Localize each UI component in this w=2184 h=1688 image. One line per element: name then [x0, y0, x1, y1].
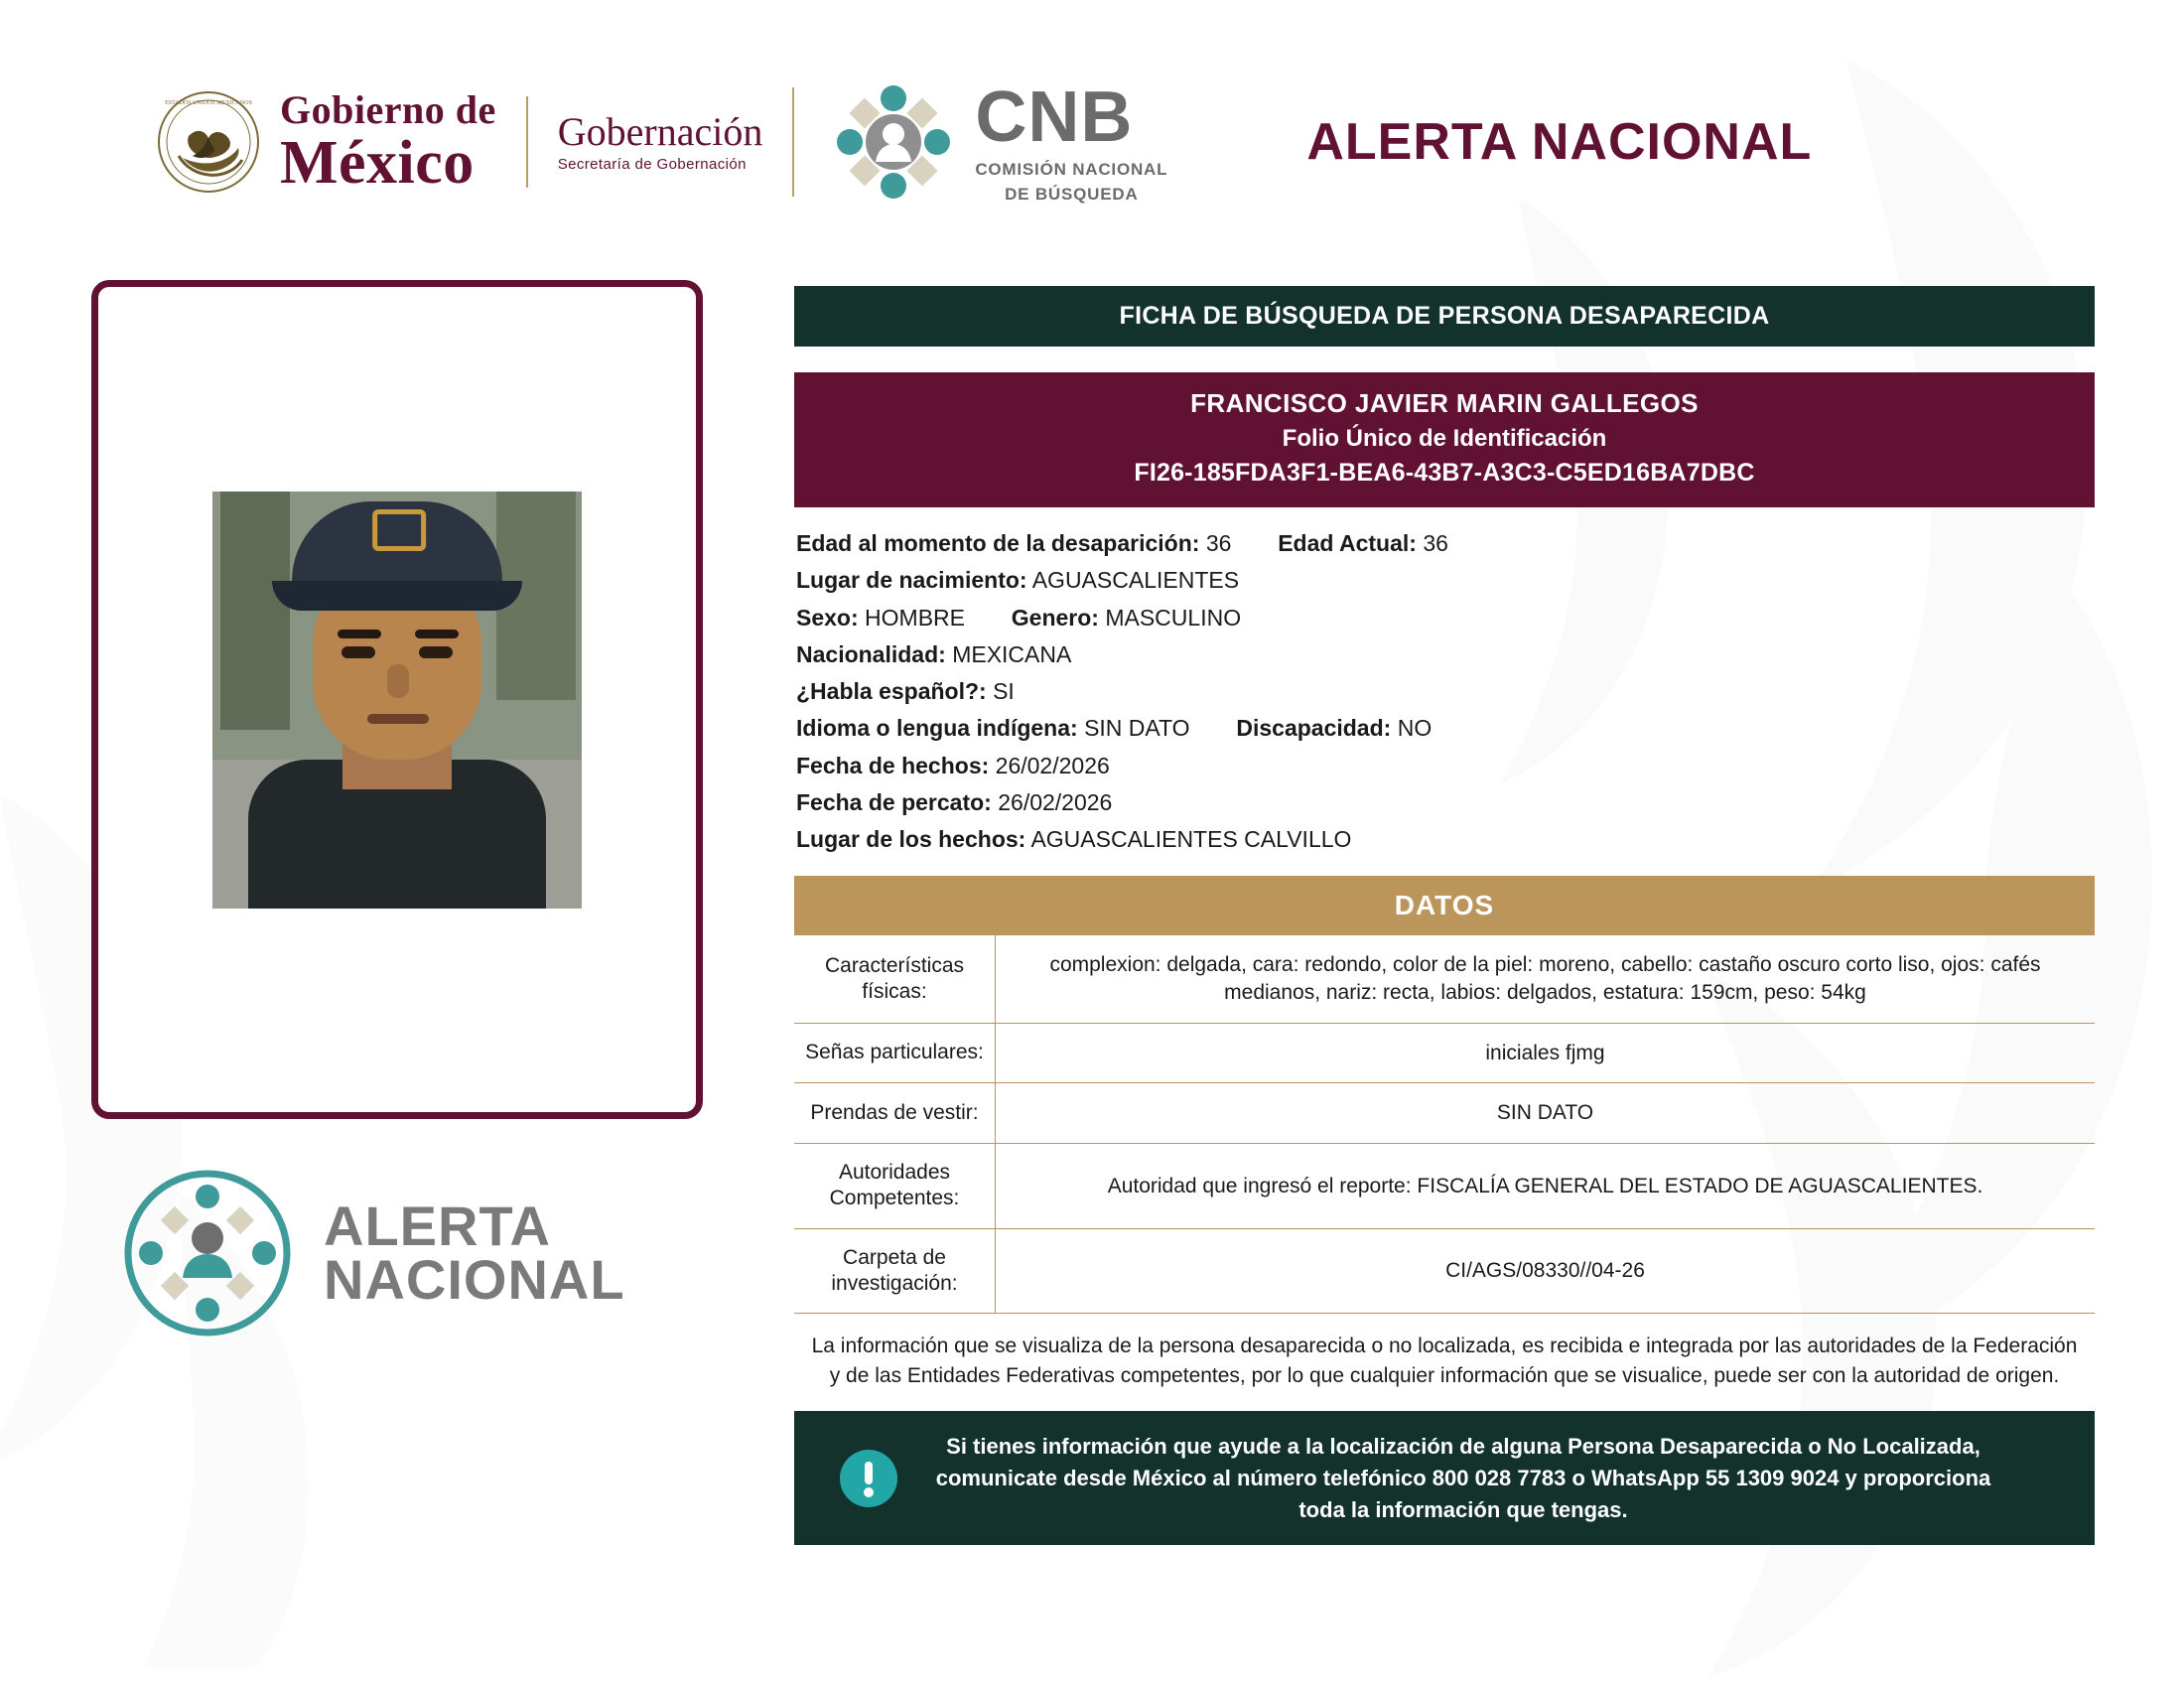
fact-event-date — [796, 748, 2095, 784]
folio-value: FI26-185FDA3F1-BEA6-43B7-A3C3-C5ED16BA7DBC — [1134, 459, 1755, 487]
row-value-autoridades-competentes: Autoridad que ingresó el reporte: FISCALÍA GENERAL DEL ESTADO DE AGUASCALIENTES. — [996, 1144, 2096, 1229]
cnb-logo — [828, 76, 1167, 208]
svg-text:ESTADOS UNIDOS MEXICANOS: ESTADOS UNIDOS MEXICANOS — [165, 99, 252, 106]
row-label-prendas-de-vestir: Prendas de vestir: — [794, 1083, 996, 1144]
age-at-disappearance-value: 36 — [1205, 530, 1232, 556]
alerta-nacional-logo — [91, 1167, 717, 1339]
page-header — [0, 0, 2184, 204]
indigenous-label: Idioma o lengua indígena: — [796, 715, 1078, 742]
indigenous-value: SIN DATO — [1084, 715, 1190, 742]
facts-list — [794, 525, 2095, 858]
fact-age — [796, 525, 2095, 562]
current-age-label: Edad Actual: — [1278, 530, 1417, 556]
event-date-value: 26/02/2026 — [995, 752, 1110, 778]
national-seal-icon — [149, 88, 268, 196]
right-column — [794, 286, 2095, 1545]
gobierno-de-mexico-logo — [149, 88, 496, 196]
person-name: FRANCISCO JAVIER MARIN GALLEGOS — [1190, 388, 1699, 418]
cnb-emblem-icon — [828, 76, 959, 208]
row-value-caracteristicas-fisicas: complexion: delgada, cara: redondo, color de la piel: moreno, cabello: castaño oscuro corto liso, ojos: cafés medianos, nariz: recta, labios: delgados, estatura: 159cm, peso: 54kg — [996, 935, 2096, 1023]
sex-value: HOMBRE — [865, 604, 965, 631]
segob-logo — [557, 108, 763, 173]
event-place-label: Lugar de los hechos: — [796, 826, 1026, 852]
gender-label: Genero: — [1011, 604, 1099, 631]
photo-frame — [91, 280, 703, 1119]
person-identity-band — [794, 372, 2095, 507]
datos-table — [794, 935, 2095, 1314]
disability-label: Discapacidad: — [1236, 715, 1392, 742]
row-label-senas-particulares: Señas particulares: — [794, 1023, 996, 1083]
spanish-label: ¿Habla español?: — [796, 678, 987, 704]
header-divider-2 — [792, 87, 794, 197]
gender-value: MASCULINO — [1105, 604, 1242, 631]
sheet-title-band: FICHA DE BÚSQUEDA DE PERSONA DESAPARECIDA — [794, 286, 2095, 347]
nationality-label: Nacionalidad: — [796, 640, 946, 667]
fact-event-place — [796, 821, 2095, 858]
sex-label: Sexo: — [796, 604, 859, 631]
event-place-value: AGUASCALIENTES CALVILLO — [1030, 826, 1352, 852]
fact-indigenous-disability — [796, 710, 2095, 747]
alerta-logo-line1: ALERTA — [324, 1195, 551, 1258]
age-at-disappearance-label: Edad al momento de la desaparición: — [796, 530, 1200, 556]
exclamation-icon — [838, 1448, 899, 1509]
disability-value: NO — [1397, 715, 1433, 742]
gobierno-line2: México — [280, 128, 475, 197]
disclaimer-text: La información que se visualiza de la persona desaparecida o no localizada, es recibida e integrada por las autoridades de la Federación y de las Entidades Federativas competentes, por lo que cualquier información que se visualice, puede ser con la autoridad de origen. — [811, 1335, 2078, 1387]
birthplace-value: AGUASCALIENTES — [1031, 567, 1240, 594]
contact-band — [794, 1411, 2095, 1546]
gobierno-line1: Gobierno de — [280, 86, 496, 132]
birthplace-label: Lugar de nacimiento: — [796, 567, 1027, 594]
table-row — [794, 1023, 2095, 1083]
alerta-logo-line2: NACIONAL — [324, 1248, 625, 1311]
cnb-name-line1: COMISIÓN NACIONAL — [975, 159, 1168, 179]
notice-date-value: 26/02/2026 — [998, 788, 1113, 815]
cnb-acronym: CNB — [975, 76, 1134, 157]
fact-spanish — [796, 673, 2095, 710]
datos-section-title: DATOS — [794, 876, 2095, 935]
segob-line1: Gobernación — [557, 108, 763, 154]
row-value-senas-particulares: iniciales fjmg — [996, 1023, 2096, 1083]
contact-text: Si tienes información que ayude a la localización de alguna Persona Desaparecida o No Localizada, comunicate desde México al número telefónico 800 028 7783 o WhatsApp 55 1309 9024 y proporciona toda la información que tengas. — [935, 1433, 1991, 1522]
row-value-carpeta-investigacion: CI/AGS/08330//04-26 — [996, 1228, 2096, 1314]
row-label-caracteristicas-fisicas: Características físicas: — [794, 935, 996, 1023]
fact-sex-gender — [796, 600, 2095, 636]
current-age-value: 36 — [1423, 530, 1448, 556]
row-label-carpeta-investigacion: Carpeta de investigación: — [794, 1228, 996, 1314]
table-row — [794, 1144, 2095, 1229]
fact-birthplace — [796, 562, 2095, 599]
person-photo — [212, 492, 582, 909]
row-label-autoridades-competentes: Autoridades Competentes: — [794, 1144, 996, 1229]
row-value-prendas-de-vestir: SIN DATO — [996, 1083, 2096, 1144]
folio-label: Folio Único de Identificación — [1282, 425, 1607, 452]
fact-notice-date — [796, 784, 2095, 821]
left-column — [91, 280, 717, 1339]
notice-date-label: Fecha de percato: — [796, 788, 992, 815]
fact-nationality — [796, 636, 2095, 673]
spanish-value: SI — [993, 678, 1015, 704]
event-date-label: Fecha de hechos: — [796, 752, 990, 778]
nationality-value: MEXICANA — [952, 640, 1072, 667]
table-row — [794, 1228, 2095, 1314]
page-title: ALERTA NACIONAL — [1306, 112, 1813, 171]
header-divider-1 — [526, 96, 528, 188]
table-row — [794, 1083, 2095, 1144]
cnb-name-line2: DE BÚSQUEDA — [1005, 184, 1139, 204]
segob-line2: Secretaría de Gobernación — [557, 155, 747, 173]
table-row — [794, 935, 2095, 1023]
alerta-emblem-icon — [121, 1167, 294, 1339]
